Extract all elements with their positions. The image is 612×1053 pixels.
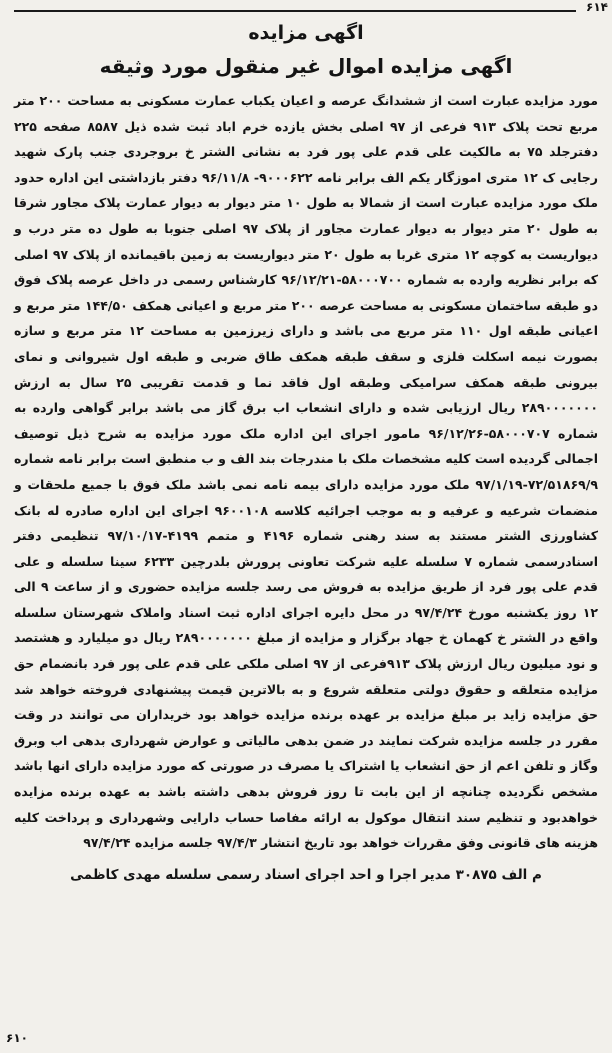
top-rule (14, 10, 576, 12)
notice-signature: م الف ۳۰۸۷۵ مدیر اجرا و احد اجرای اسناد رسمی سلسله مهدی کاظمی (70, 866, 542, 883)
page-number-top: ۶۱۴ (586, 0, 608, 14)
notice-title: اگهی مزایده (248, 22, 364, 44)
notice-header (0, 18, 612, 84)
notice-subtitle: اگهی مزایده اموال غیر منقول مورد وثیقه (99, 54, 513, 78)
page-number-bottom: ۶۱۰ (6, 1031, 28, 1045)
notice-body: مورد مزایده عبارت است از ششدانگ عرصه و اعیان یکباب عمارت مسکونی به مساحت ۲۰۰ متر مربع تحت پلاک ۹۱۳ فرعی از ۹۷ اصلی بخش یازده خرم اباد ثبت شده ذیل ۸۵۸۷ صفحه ۲۲۵ دفترجلد ۷۵ به مالکیت علی قدم علی پور فرد به نشانی الشتر خ بروجردی جنب پارک شهید رجایی ک ۱۲ متری اموزگار یکم الف برابر نامه ۹۰۰۰۶۲۲- ۹۶/۱۱/۸ دفتر بازداشتی این اداره حدود ملک مورد مزایده عبارت است از شمالا به طول ۱۰ متر دیوار به دیوار عمارت پلاک مجاور شرقا به طول ۲۰ متر دیوار به دیوار عمارت مجاور از پلاک ۹۷ اصلی جنوبا به طول ده متر درب و دیواریست به کوچه ۱۲ متری غربا به طول ۲۰ متر دیواریست به زمین باقیمانده از پلاک ۹۷ اصلی که برابر نظریه وارده به شماره ۵۸۰۰۰۷۰۰-۹۶/۱۲/۲۱ کارشناس رسمی در داخل عرصه پلاک فوق دو طبقه ساختمان مسکونی به مساحت عرصه ۲۰۰ متر مربع و اعیانی همکف ۱۴۴/۵۰ متر مربع و اعیانی طبقه اول ۱۱۰ متر مربع می باشد و دارای زیرزمین به مساحت ۱۲ متر مربع و سازه بصورت نیمه اسکلت فلزی و سقف طبقه همکف طاق ضربی و طبقه اول شیروانی و نمای بیرونی طبقه همکف سرامیکی وطبقه اول فاقد نما و قدمت تقریبی ۲۵ سال به ارزش ۲۸۹۰۰۰۰۰۰۰ ریال ارزیابی شده و دارای انشعاب اب برق گاز می باشد برابر گواهی وارده به شماره ۵۸۰۰۰۷۰۷-۹۶/۱۲/۲۶ مامور اجرای این اداره ملک مورد مزایده به شرح ذیل توصیف اجمالی گردیده است کلیه مشخصات ملک با مندرجات بند الف و ب منطبق است برابر نامه شماره ۷۲/۵۱۸۶۹/۹-۹۷/۱/۱۹ ملک مورد مزایده دارای بیمه نامه نمی باشد ملک فوق با جمیع ملحقات و منضمات شرعیه و عرفیه و به موجب اجرائیه کلاسه ۹۶۰۰۱۰۸ اجرای این اداره صادره له بانک کشاورزی الشتر مستند به سند رهنی شماره ۴۱۹۶ و متمم ۴۱۹۹-۹۷/۱۰/۱۷ تنظیمی دفتر اسنادرسمی شماره ۷ سلسله علیه شرکت تعاونی پرورش بلدرچین ۶۲۳۳ سینا سلسله و علی قدم علی پور فرد از طریق مزایده به فروش می رسد جلسه مزایده حضوری و از ساعت ۹ الی ۱۲ روز یکشنبه مورخ ۹۷/۴/۲۴ در محل دایره اجرای اداره ثبت اسناد واملاک شهرستان سلسله واقع در الشتر خ کهمان خ جهاد برگزار و مزایده از مبلغ ۲۸۹۰۰۰۰۰۰۰ ریال دو میلیارد و هشتصد و نود میلیون ریال ارزش پلاک ۹۱۳فرعی از ۹۷ اصلی ملکی علی قدم علی پور فرد بانضمام حق مزایده متعلقه و حقوق دولتی متعلقه شروع و به بالاترین قیمت پیشنهادی فروخته خواهد شد حق مزایده زاید بر مبلغ مزایده بر عهده برنده مزایده خواهد بود خریداران می توانند در وقت مقرر در جلسه مزایده شرکت نمایند در ضمن بدهی مالیاتی و عوارض شهرداری بدهی اب وبرق وگاز و تلفن اعم از حق انشعاب یا اشتراک یا مصرف در صورتی که مورد مزایده دارای انها باشد مشخص نگردیده چنانچه از این بابت تا روز فروش بدهی داشته باشد به عهده برنده مزایده خواهدبود و تنظیم سند انتقال موکول به ارائه مفاصا حساب دارایی وشهرداری و پرداخت کلیه هزینه های قانونی وفق مقررات خواهد بود تاریخ انتشار ۹۷/۴/۳ جلسه مزایده ۹۷/۴/۲۴ (14, 93, 598, 851)
